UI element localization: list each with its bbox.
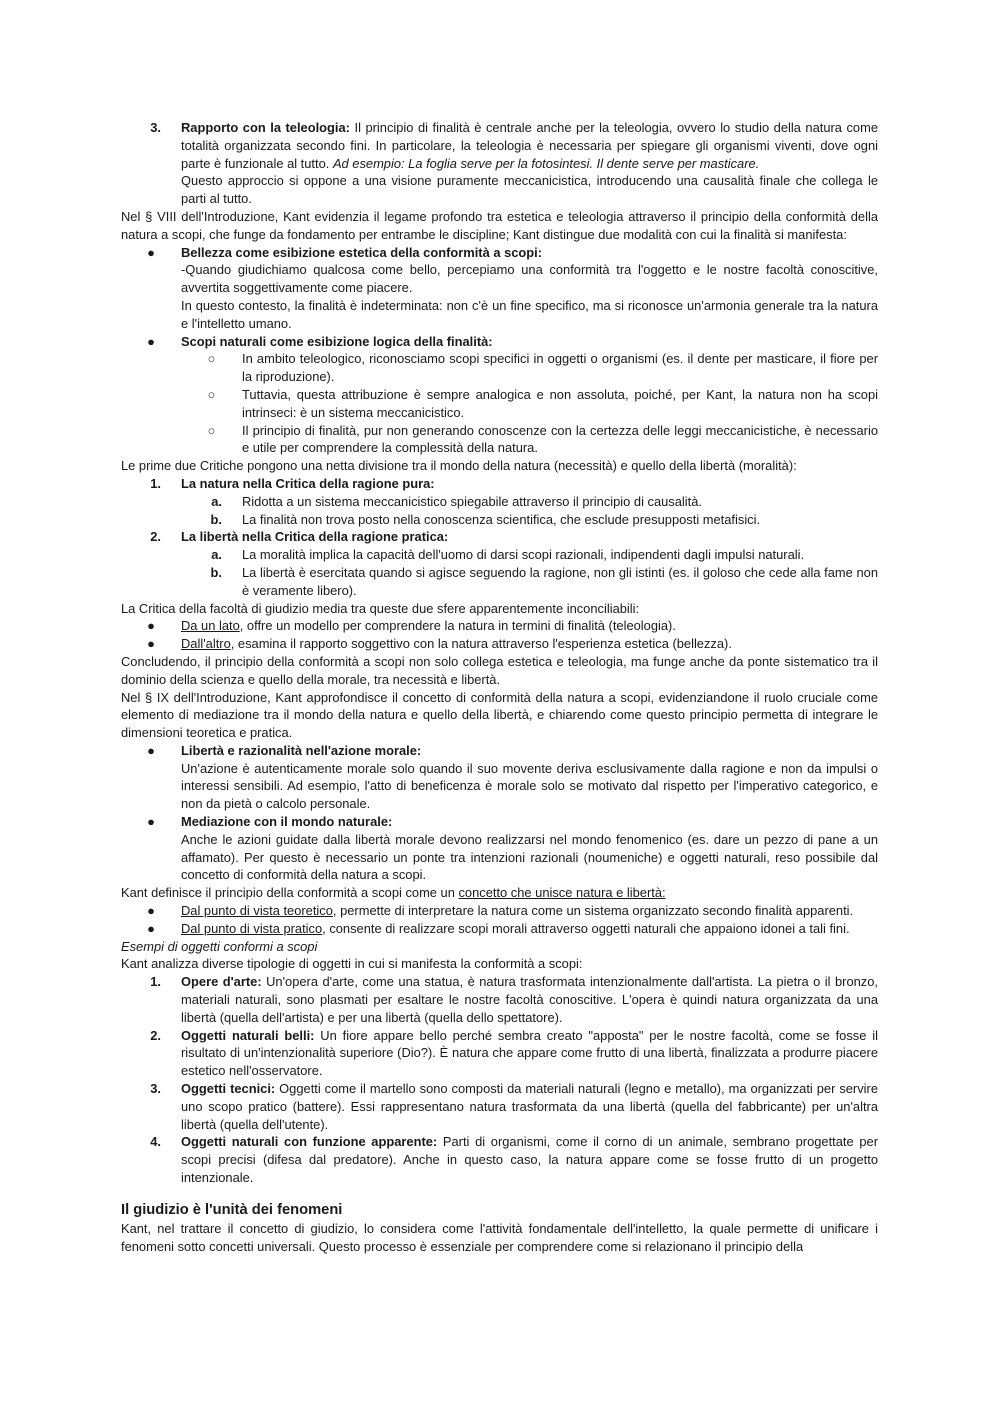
bullet-body bbox=[181, 742, 878, 813]
item-title: Opere d'arte: bbox=[181, 974, 262, 990]
bullet-body bbox=[181, 902, 878, 920]
list-number: 1. bbox=[150, 475, 161, 491]
bullet-icon: ● bbox=[147, 244, 155, 260]
bullet-line: In questo contesto, la finalità è indeterminata: non c'è un fine specifico, ma si riconosce un'armonia generale tra la natura e l'intelletto umano. bbox=[181, 297, 878, 331]
bullet-body bbox=[181, 920, 878, 938]
bullet-icon: ● bbox=[147, 333, 155, 349]
paragraph-definition bbox=[121, 884, 878, 902]
item-text: Il principio di finalità è centrale anche per la teleologia, ovvero lo studio della natura come totalità organizzata secondo fini. In particolare, la teleologia è necessaria per spiegare gli organismi viventi, dove ogni parte è funzionale al tutto. bbox=[181, 120, 878, 171]
bullet-body bbox=[181, 244, 878, 333]
bullet-body bbox=[181, 333, 878, 351]
item-title: La natura nella Critica della ragione pura: bbox=[181, 475, 435, 491]
paragraph-viii: Nel § VIII dell'Introduzione, Kant evidenzia il legame profondo tra estetica e teleologia attraverso il principio della conformità della natura a scopi, che funge da fondamento per entrambe le discipline; Kant distingue due modalità con cui la finalità si manifesta: bbox=[121, 208, 878, 242]
alpha-item bbox=[121, 493, 878, 511]
sub-bullet-item bbox=[121, 386, 878, 422]
list-number: 2. bbox=[150, 1027, 161, 1043]
item-example: Ad esempio: La foglia serve per la fotosintesi. Il dente serve per masticare. bbox=[332, 155, 760, 171]
numbered-item bbox=[121, 1027, 878, 1080]
item-text: Un fiore appare bello perché sembra creato "apposta" per le nostre facoltà, come se fosse il risultato di un'intenzionalità superiore (Dio?). È natura che appare come frutto di una libertà, finalizzata a produrre piacere estetico nell'osservatore. bbox=[181, 1027, 878, 1079]
bullet-title: Scopi naturali come esibizione logica della finalità: bbox=[181, 333, 493, 349]
numbered-item bbox=[121, 973, 878, 1026]
alpha-item bbox=[121, 564, 878, 600]
bullet-line: -Quando giudichiamo qualcosa come bello, percepiamo una conformità tra l'oggetto e le nostre facoltà conoscitive, avvertita soggettivamente come piacere. bbox=[181, 262, 878, 296]
list-item-body bbox=[181, 1133, 878, 1186]
bullet-body bbox=[181, 635, 878, 653]
item-title: Oggetti naturali con funzione apparente: bbox=[181, 1134, 438, 1150]
sub-bullet-text: Tuttavia, questa attribuzione è sempre analogica e non assoluta, poiché, per Kant, la natura non ha scopi intrinseci: è un sistema meccanicistico. bbox=[242, 386, 878, 420]
bullet-text: Un'azione è autenticamente morale solo quando il suo movente deriva esclusivamente dalla ragione e non da impulsi o interessi sensibili. Ad esempio, l'atto di beneficenza è morale solo se motivato dal rispetto per l'imperativo categorico, e non da pietà o calcolo personale. bbox=[181, 760, 878, 812]
bullet-item bbox=[121, 813, 878, 884]
bullet-text: Anche le azioni guidate dalla libertà morale devono realizzarsi nel mondo fenomenico (es. dare un pezzo di pane a un affamato). Per questo è necessario un ponte tra intenzioni razionali (noumeniche) e oggetti naturali, reso possibile dal concetto di conformità della natura a scopi. bbox=[181, 831, 878, 883]
bullet-item bbox=[121, 244, 878, 333]
examples-subtitle: Esempi di oggetti conformi a scopi bbox=[121, 938, 318, 954]
item-text: Parti di organismi, come il corno di un animale, sembrano progettate per scopi precisi (difesa dal predatore). Anche in questo caso, la natura appare come se fosse frutto di un progetto intenzionale. bbox=[181, 1134, 878, 1186]
sub-bullet-item bbox=[121, 350, 878, 386]
alpha-text: La moralità implica la capacità dell'uomo di darsi scopi razionali, indipendenti dagli impulsi naturali. bbox=[242, 547, 805, 563]
bullet-icon: ● bbox=[147, 636, 155, 652]
bullet-icon: ● bbox=[147, 742, 155, 758]
alpha-item bbox=[121, 511, 878, 529]
bullet-title: Bellezza come esibizione estetica della conformità a scopi: bbox=[181, 244, 543, 260]
underlined-phrase: Dal punto di vista teoretico bbox=[181, 903, 333, 919]
circle-bullet-icon: ○ bbox=[207, 386, 216, 402]
bullet-icon: ● bbox=[147, 814, 155, 830]
underlined-phrase: Dall'altro bbox=[181, 636, 231, 652]
alpha-text: Ridotta a un sistema meccanicistico spiegabile attraverso il principio di causalità. bbox=[242, 493, 702, 509]
list-item-body bbox=[181, 119, 878, 208]
list-item-body bbox=[181, 973, 878, 1026]
numbered-item bbox=[121, 119, 878, 208]
bullet-text: , esamina il rapporto soggettivo con la natura attraverso l'esperienza estetica (bellezza). bbox=[230, 636, 732, 652]
list-item-body bbox=[181, 1027, 878, 1080]
item-title: Oggetti tecnici: bbox=[181, 1081, 276, 1097]
sub-bullet-text: In ambito teleologico, riconosciamo scopi specifici in oggetti o organismi (es. il dente per masticare, il fiore per la riproduzione). bbox=[242, 351, 878, 385]
alpha-marker: a. bbox=[211, 547, 222, 563]
section-heading: Il giudizio è l'unità dei fenomeni bbox=[121, 1201, 343, 1218]
bullet-body bbox=[181, 617, 878, 635]
numbered-item bbox=[121, 528, 878, 546]
item-title: Oggetti naturali belli: bbox=[181, 1027, 315, 1043]
bullet-icon: ● bbox=[147, 903, 155, 919]
paragraph-media: La Critica della facoltà di giudizio media tra queste due sfere apparentemente inconciliabili: bbox=[121, 600, 640, 616]
bullet-item bbox=[121, 617, 878, 635]
underlined-phrase: Dal punto di vista pratico bbox=[181, 920, 323, 936]
list-number: 3. bbox=[150, 1081, 161, 1097]
item-text: Un'opera d'arte, come una statua, è natura trasformata intenzionalmente dall'artista. La pietra o il bronzo, materiali naturali, sono plasmati per esaltare le nostre facoltà conoscitive. L'opera è quindi natura organizzata da una libertà (quella dell'artista) e per una libertà (quella dello spettatore). bbox=[181, 974, 878, 1025]
paragraph-critiche: Le prime due Critiche pongono una netta divisione tra il mondo della natura (necessità) e quello della libertà (moralità): bbox=[121, 458, 797, 474]
bullet-item bbox=[121, 920, 878, 938]
item-title: La libertà nella Critica della ragione pratica: bbox=[181, 529, 449, 545]
alpha-text: La finalità non trova posto nella conoscenza scientifica, che esclude presupposti metafisici. bbox=[242, 511, 761, 527]
underlined-phrase: Da un lato bbox=[181, 618, 240, 634]
bullet-title: Mediazione con il mondo naturale: bbox=[181, 814, 393, 830]
alpha-marker: a. bbox=[211, 493, 222, 509]
bullet-item bbox=[121, 902, 878, 920]
item-text-continued: Questo approccio si oppone a una visione puramente meccanicistica, introducendo una causalità finale che collega le parti al tutto. bbox=[181, 173, 878, 207]
alpha-text: La libertà è esercitata quando si agisce seguendo la ragione, non gli istinti (es. il goloso che cede alla fame non è veramente libero). bbox=[242, 564, 878, 598]
bullet-item bbox=[121, 333, 878, 351]
bullet-icon: ● bbox=[147, 920, 155, 936]
alpha-item bbox=[121, 546, 878, 564]
numbered-item bbox=[121, 1080, 878, 1133]
bullet-icon: ● bbox=[147, 618, 155, 634]
bullet-text: , offre un modello per comprendere la natura in termini di finalità (teleologia). bbox=[239, 618, 676, 634]
list-number: 1. bbox=[150, 974, 161, 990]
alpha-marker: b. bbox=[210, 511, 222, 527]
bullet-title: Libertà e razionalità nell'azione morale: bbox=[181, 742, 422, 758]
paragraph-final: Kant, nel trattare il concetto di giudizio, lo considera come l'attività fondamentale dell'intelletto, la quale permette di unificare i fenomeni sotto concetti universali. Questo processo è essenziale per comprendere come si relazionano il principio della bbox=[121, 1220, 878, 1254]
alpha-marker: b. bbox=[210, 564, 222, 580]
item-text: Oggetti come il martello sono composti da materiali naturali (legno e metallo), ma organizzati per servire uno scopo pratico (battere). Essi rappresentano natura trasformata da una libertà (quella del fabbricante) per un'altra libertà (quella dell'utente). bbox=[181, 1081, 878, 1132]
paragraph-ix: Nel § IX dell'Introduzione, Kant approfondisce il concetto di conformità della natura a scopi, evidenziandone il ruolo cruciale come elemento di mediazione tra il mondo della natura e quello della libertà, e chiarendo come questo principio permetta di integrare le dimensioni teoretica e pratica. bbox=[121, 689, 878, 741]
bullet-text: , permette di interpretare la natura come un sistema organizzato secondo finalità apparenti. bbox=[332, 903, 854, 919]
sub-bullet-item bbox=[121, 422, 878, 458]
list-number: 4. bbox=[150, 1134, 161, 1150]
paragraph-conclusion: Concludendo, il principio della conformità a scopi non solo collega estetica e teleologia, ma funge anche da ponte sistematico tra il dominio della scienza e quello della morale, tra necessità e libertà. bbox=[121, 653, 878, 687]
circle-bullet-icon: ○ bbox=[207, 422, 216, 438]
bullet-item bbox=[121, 742, 878, 813]
list-number: 3. bbox=[150, 120, 161, 135]
bullet-item bbox=[121, 635, 878, 653]
list-item-body bbox=[181, 1080, 878, 1133]
item-title: Rapporto con la teleologia: bbox=[181, 120, 350, 135]
numbered-item bbox=[121, 1133, 878, 1186]
definition-text: Kant definisce il principio della conformità a scopi come un bbox=[121, 885, 459, 901]
numbered-item bbox=[121, 475, 878, 493]
underlined-phrase: concetto che unisce natura e libertà: bbox=[458, 885, 666, 901]
sub-bullet-text: Il principio di finalità, pur non generando conoscenze con la certezza delle leggi meccanicistiche, è necessario e utile per comprendere la complessità della natura. bbox=[242, 422, 878, 456]
bullet-body bbox=[181, 813, 878, 884]
bullet-text: , consente di realizzare scopi morali attraverso oggetti naturali che appaiono idonei a tali fini. bbox=[322, 920, 850, 936]
list-number: 2. bbox=[150, 529, 161, 545]
paragraph-tipologie: Kant analizza diverse tipologie di oggetti in cui si manifesta la conformità a scopi: bbox=[121, 956, 583, 972]
circle-bullet-icon: ○ bbox=[207, 351, 216, 367]
